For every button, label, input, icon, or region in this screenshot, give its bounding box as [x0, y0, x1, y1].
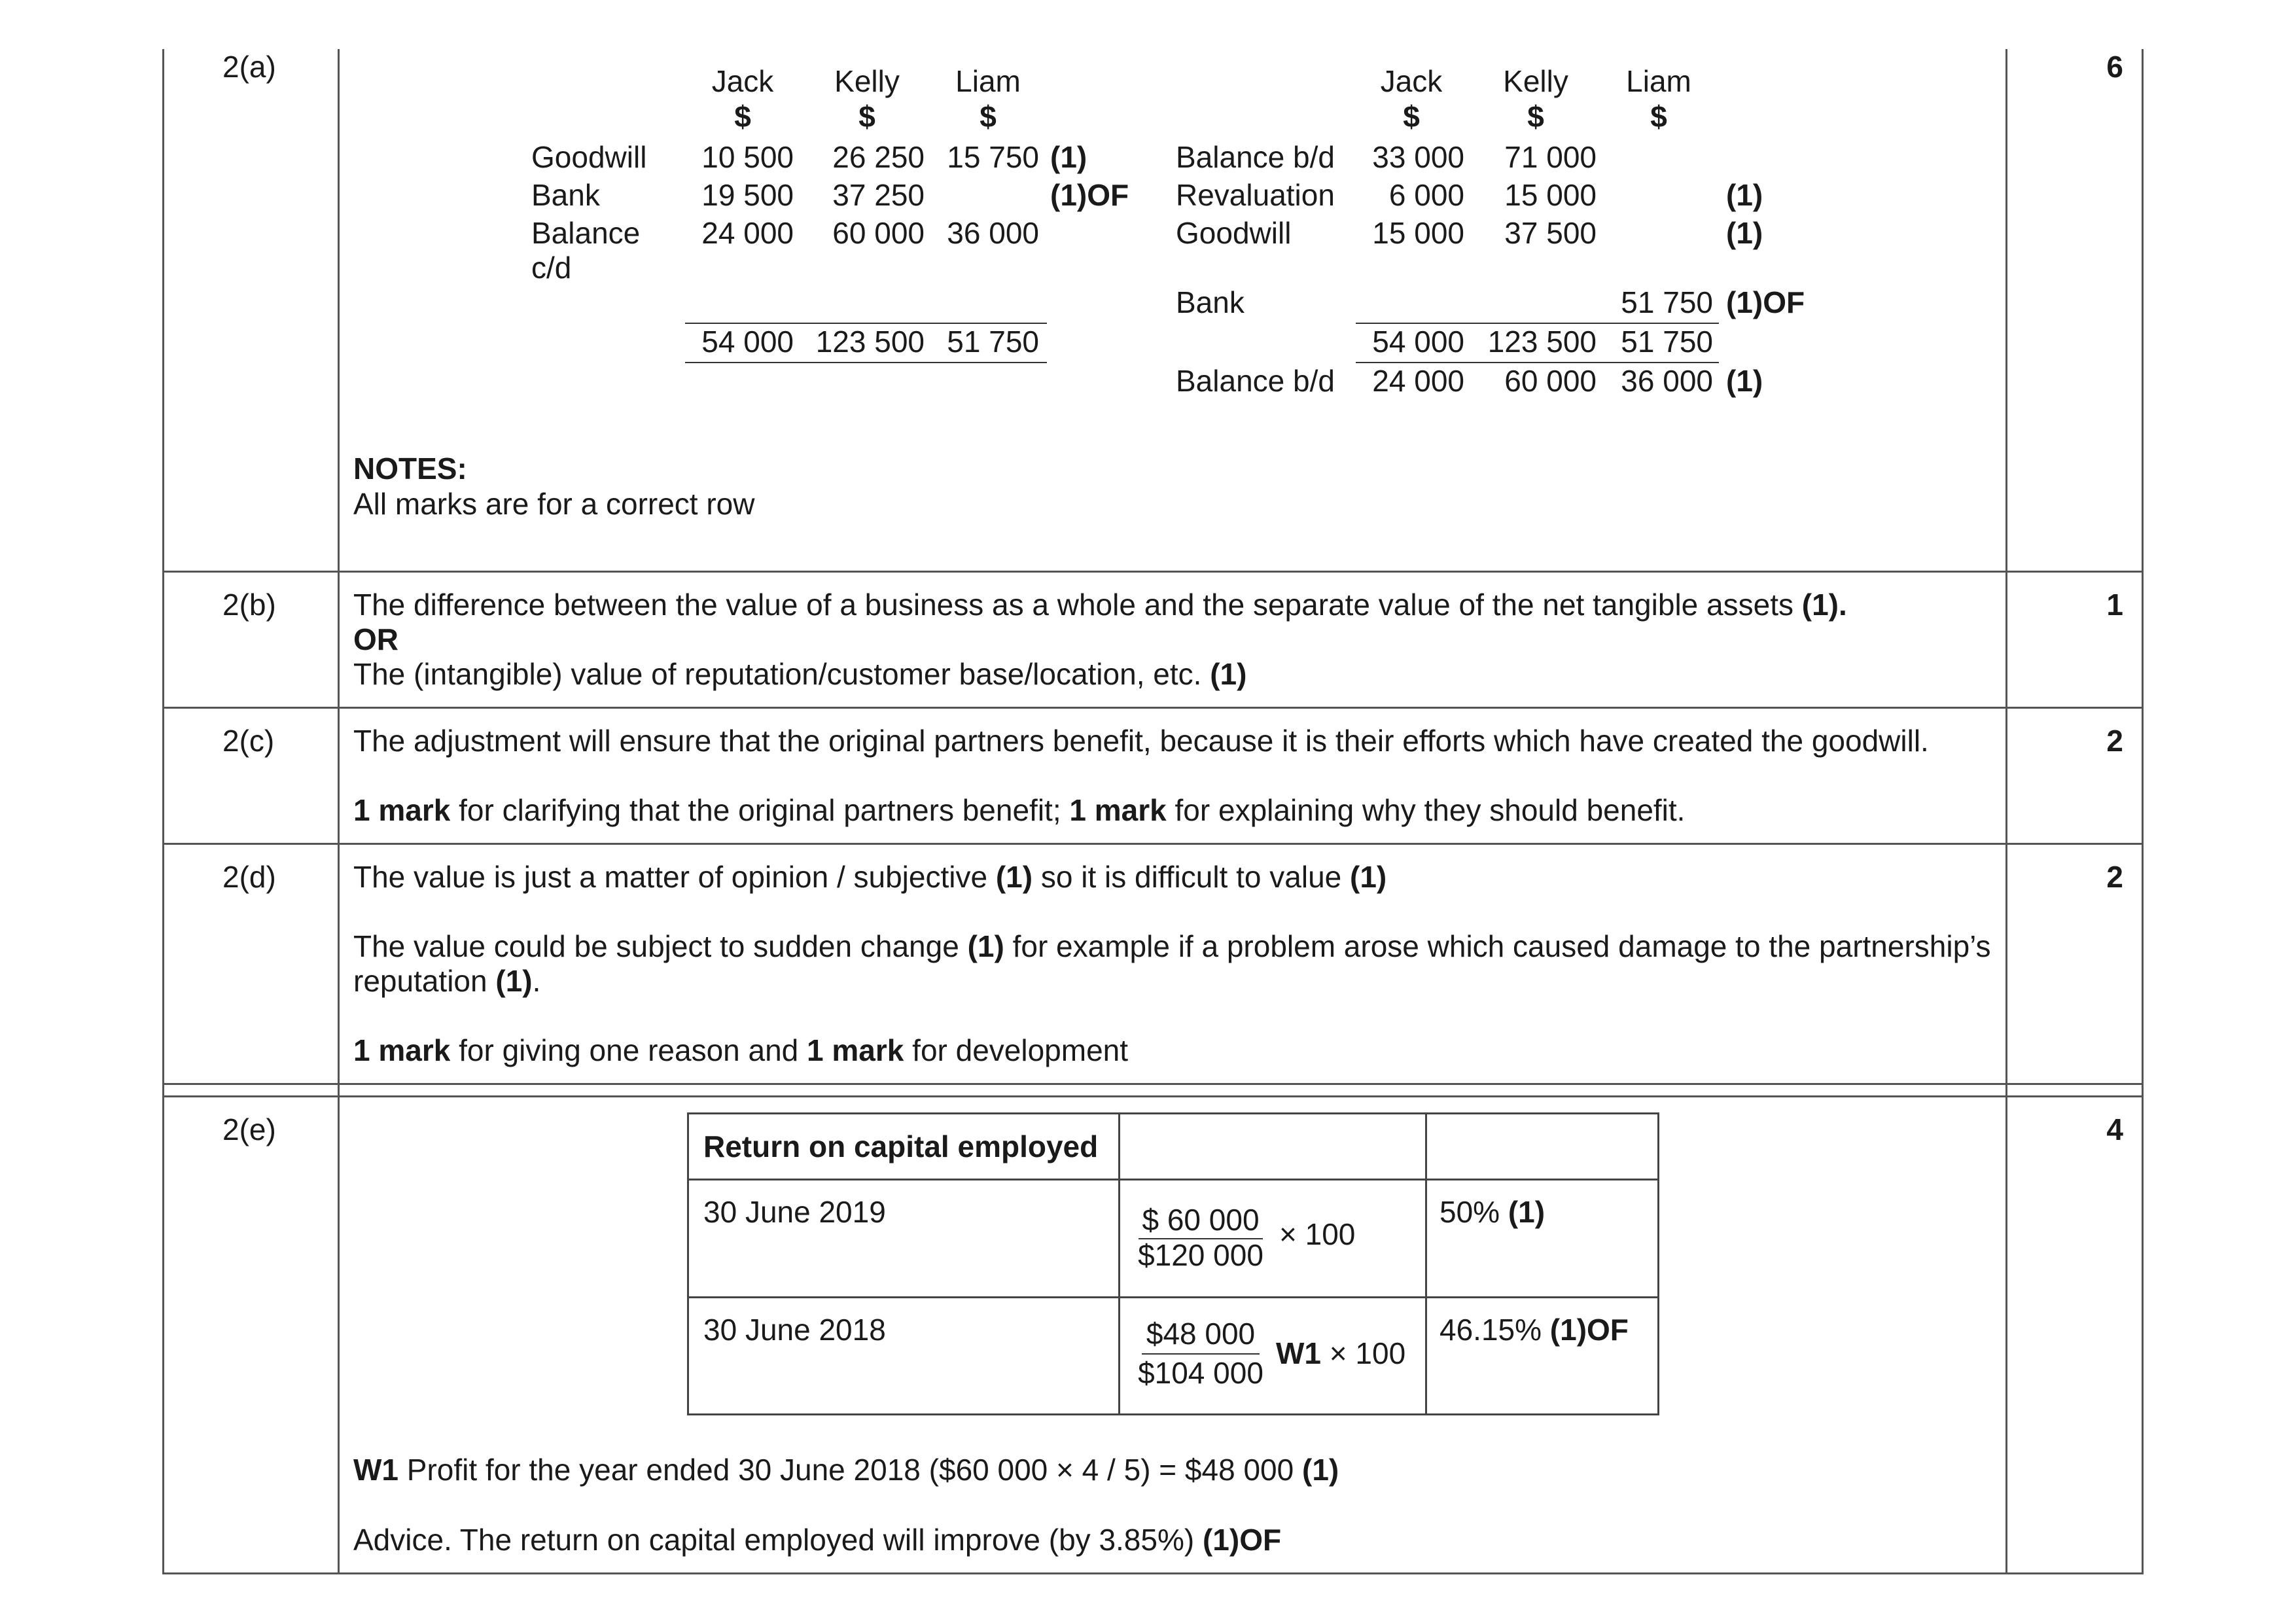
currency-symbol: $: [1650, 99, 1667, 133]
column-header-jack: Jack: [1380, 64, 1443, 98]
mark-annotation: (1): [1726, 364, 1763, 398]
total-rule-top: [685, 323, 1047, 324]
jack-total: 54 000: [701, 325, 794, 359]
mark-annotation: (1): [1726, 216, 1763, 250]
marks-value: 1: [2106, 588, 2123, 622]
jack-amount: 19 500: [701, 178, 794, 212]
answer-text: The value is just a matter of opinion / subjective: [353, 860, 988, 894]
total-rule-bottom: [685, 362, 1047, 363]
answer-text: so it is difficult to value: [1040, 860, 1342, 894]
jack-total: 54 000: [1372, 325, 1464, 359]
liam-amount: 15 750: [947, 140, 1039, 174]
guidance-text: for development: [912, 1033, 1129, 1067]
answer-line: [353, 964, 540, 999]
or-separator: OR: [353, 622, 398, 656]
table-header-cell: [1118, 1112, 1427, 1180]
fraction-bar: [1142, 1353, 1260, 1355]
row-label-continued: c/d: [531, 251, 572, 285]
liam-amount: 36 000: [947, 216, 1039, 250]
working-reference: W1: [1276, 1336, 1321, 1370]
row-label: Bank: [1176, 285, 1245, 319]
currency-symbol: $: [734, 99, 751, 133]
working-label: W1: [353, 1453, 398, 1487]
liam-total: 51 750: [1621, 325, 1713, 359]
row-divider: [162, 707, 2144, 709]
kelly-amount: 60 000: [1504, 364, 1597, 398]
mark-guidance: [353, 1033, 1128, 1068]
total-rule-top: [1356, 323, 1719, 324]
mark-annotation: (1).: [1801, 588, 1847, 622]
answer-text: The difference between the value of a business as a whole and the separate value of the net tangible assets: [353, 588, 1793, 622]
currency-symbol: $: [858, 99, 875, 133]
kelly-amount: 60 000: [832, 216, 925, 250]
fraction-numerator: $ 60 000: [1142, 1203, 1260, 1237]
notes-title: NOTES:: [353, 452, 467, 486]
marks-value: 6: [2106, 50, 2123, 84]
mark-annotation: (1): [1210, 657, 1247, 691]
mark-count: 1 mark: [353, 1033, 451, 1067]
answer-line: [353, 657, 1246, 692]
fraction-numerator: $48 000: [1146, 1317, 1256, 1351]
mark-annotation: (1): [1508, 1195, 1545, 1229]
kelly-amount: 71 000: [1504, 140, 1597, 174]
roce-result: [1439, 1313, 1629, 1347]
row-divider: [162, 1095, 2144, 1097]
result-value: 46.15%: [1439, 1313, 1542, 1347]
result-value: 50%: [1439, 1195, 1500, 1229]
answer-text: The value could be subject to sudden change: [353, 929, 959, 963]
jack-amount: 24 000: [1372, 364, 1464, 398]
answer-line: [353, 588, 1847, 622]
liam-total: 51 750: [947, 325, 1039, 359]
kelly-total: 123 500: [815, 325, 925, 359]
column-header-kelly: Kelly: [1503, 64, 1568, 98]
answer-text: reputation: [353, 964, 487, 998]
question-label: 2(e): [222, 1112, 276, 1146]
guidance-text: for explaining why they should benefit.: [1174, 793, 1686, 827]
advice-line: [353, 1523, 1281, 1557]
period-date: 30 June 2018: [703, 1313, 886, 1347]
column-header-jack: Jack: [711, 64, 774, 98]
jack-amount: 6 000: [1388, 178, 1464, 212]
jack-amount: 15 000: [1372, 216, 1464, 250]
row-label: Bank: [531, 178, 600, 212]
fraction-denominator: $120 000: [1138, 1238, 1263, 1272]
mark-annotation: (1): [967, 929, 1004, 963]
answer-text: The adjustment will ensure that the original partners benefit, because it is their efforts which have created the goodwill.: [353, 724, 1929, 758]
marks-value: 2: [2106, 724, 2123, 758]
mark-guidance: [353, 793, 1685, 828]
multiplier: × 100: [1329, 1336, 1406, 1370]
column-header-liam: Liam: [955, 64, 1021, 98]
mark-count: 1 mark: [353, 793, 451, 827]
multiplier: × 100: [1279, 1217, 1356, 1251]
row-label: Goodwill: [531, 140, 647, 174]
kelly-amount: 15 000: [1504, 178, 1597, 212]
mark-annotation: (1)OF: [1726, 285, 1805, 319]
mark-annotation: (1): [1302, 1453, 1339, 1487]
currency-symbol: $: [1403, 99, 1420, 133]
mark-annotation: (1): [1050, 140, 1087, 174]
mark-count: 1 mark: [807, 1033, 904, 1067]
period-date: 30 June 2019: [703, 1195, 886, 1229]
answer-text: .: [532, 964, 541, 998]
row-label: Balance b/d: [1176, 364, 1335, 398]
mark-annotation: (1): [1350, 860, 1387, 894]
row-divider: [162, 1083, 2144, 1085]
total-rule-bottom: [1356, 362, 1719, 363]
jack-amount: 24 000: [701, 216, 794, 250]
fraction-denominator: $104 000: [1138, 1356, 1263, 1390]
row-divider: [162, 571, 2144, 573]
mark-annotation: (1)OF: [1050, 178, 1129, 212]
liam-amount: 51 750: [1621, 285, 1713, 319]
answer-line: [353, 860, 1386, 895]
working-text: Profit for the year ended 30 June 2018 ($60 000 × 4 / 5) = $48 000: [406, 1453, 1294, 1487]
column-header-kelly: Kelly: [834, 64, 900, 98]
jack-amount: 10 500: [701, 140, 794, 174]
table-bottom-border: [162, 1572, 2144, 1574]
grid-right-border: [2142, 49, 2144, 1574]
currency-symbol: $: [980, 99, 997, 133]
grid-left-border: [162, 49, 164, 1574]
currency-symbol: $: [1527, 99, 1544, 133]
row-label: Balance b/d: [1176, 140, 1335, 174]
kelly-amount: 37 250: [832, 178, 925, 212]
answer-text: The (intangible) value of reputation/customer base/location, etc.: [353, 657, 1202, 691]
mark-annotation: (1): [1726, 178, 1763, 212]
row-label: Goodwill: [1176, 216, 1292, 250]
marks-value: 4: [2106, 1112, 2123, 1146]
jack-amount: 33 000: [1372, 140, 1464, 174]
liam-amount: 36 000: [1621, 364, 1713, 398]
roce-result: [1439, 1195, 1545, 1229]
mark-annotation: (1): [495, 964, 533, 998]
row-label: Balance: [531, 216, 641, 250]
row-divider: [162, 843, 2144, 845]
kelly-total: 123 500: [1487, 325, 1597, 359]
question-label: 2(d): [222, 860, 276, 894]
question-label: 2(c): [222, 724, 275, 758]
mark-annotation: (1): [995, 860, 1033, 894]
table-header-cell: [1425, 1112, 1659, 1180]
kelly-amount: 26 250: [832, 140, 925, 174]
answer-text: for example if a problem arose which caused damage to the partnership’s: [1012, 929, 1991, 963]
column-header-liam: Liam: [1626, 64, 1691, 98]
guidance-text: for clarifying that the original partners benefit;: [459, 793, 1061, 827]
kelly-amount: 37 500: [1504, 216, 1597, 250]
advice-text: Advice. The return on capital employed will improve (by 3.85%): [353, 1523, 1195, 1557]
table-header: Return on capital employed: [703, 1129, 1099, 1163]
row-label: Revaluation: [1176, 178, 1335, 212]
notes-text: All marks are for a correct row: [353, 487, 755, 521]
question-label: 2(a): [222, 50, 276, 84]
question-label: 2(b): [222, 588, 276, 622]
answer-line: [353, 929, 1991, 964]
mark-annotation: (1)OF: [1549, 1313, 1629, 1347]
mark-annotation: (1)OF: [1202, 1523, 1282, 1557]
working-note: [353, 1453, 1339, 1487]
marks-value: 2: [2106, 860, 2123, 894]
grid-col-divider-2: [2005, 49, 2007, 1574]
grid-col-divider-1: [338, 49, 340, 1574]
guidance-text: for giving one reason and: [459, 1033, 799, 1067]
mark-count: 1 mark: [1069, 793, 1167, 827]
working-multiplier: [1276, 1336, 1405, 1370]
